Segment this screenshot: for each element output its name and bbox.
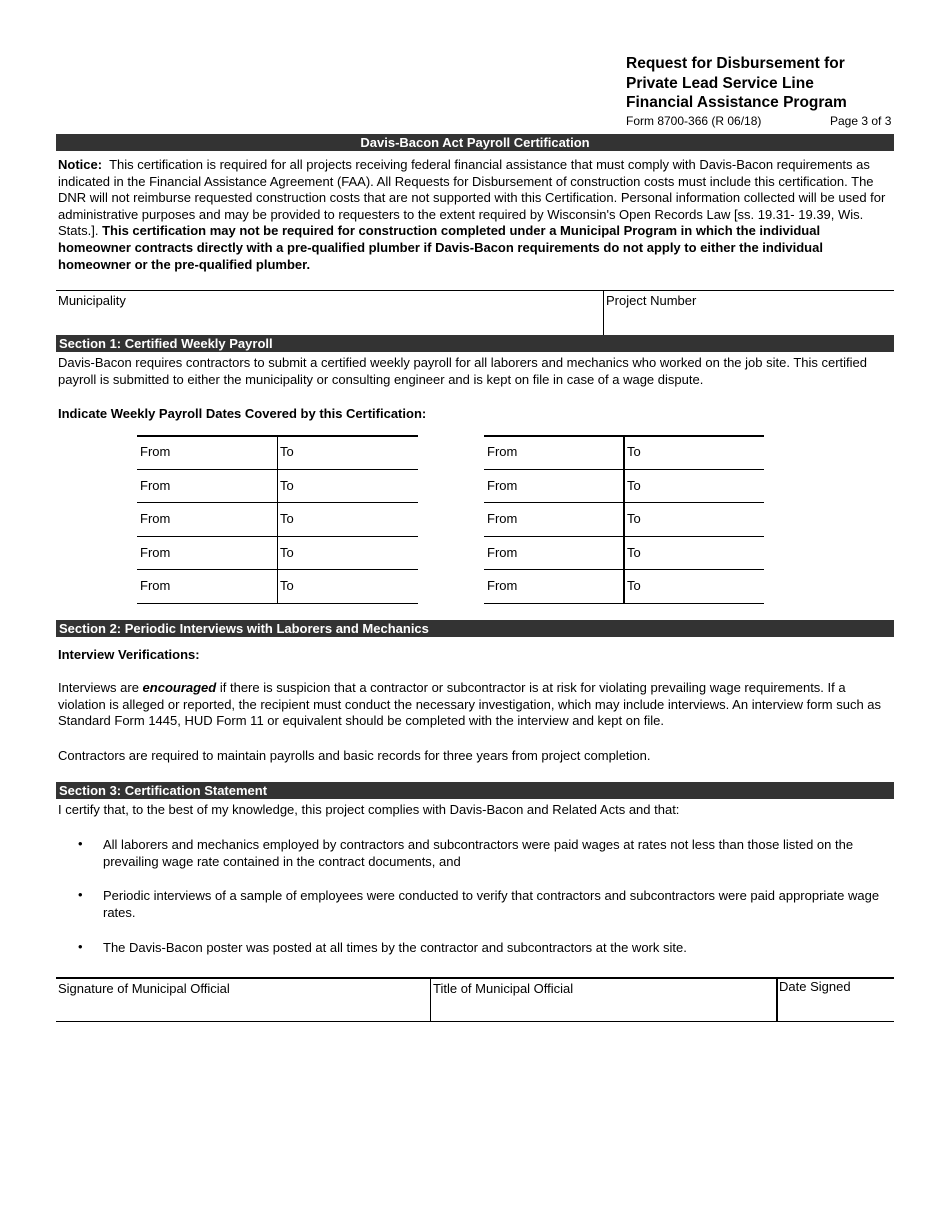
to-date-field[interactable]: To: [627, 478, 641, 493]
certification-intro: I certify that, to the best of my knowledge, this project complies with Davis-Bacon and Related Acts and that:: [58, 802, 680, 817]
official-title-field[interactable]: Title of Municipal Official: [433, 981, 574, 996]
divider: [603, 290, 604, 335]
to-date-field[interactable]: To: [280, 511, 294, 526]
from-date-field[interactable]: From: [487, 444, 518, 459]
section1-text: Davis-Bacon requires contractors to submit a certified weekly payroll for all laborers and mechanics who worked on the job site. This certified payroll is submitted to either the municipality or consulting engineer and is kept on file in case of a wage dispute.: [58, 355, 868, 387]
interview-verifications-heading: Interview Verifications:: [58, 647, 200, 662]
interview-paragraph: [58, 680, 892, 730]
form-title: [626, 54, 926, 113]
from-date-field[interactable]: From: [487, 545, 518, 560]
page-number: Page 3 of 3: [830, 114, 892, 128]
interview-emphasis: encouraged: [142, 680, 217, 695]
date-signed-field[interactable]: Date Signed: [779, 979, 851, 994]
records-retention-text: Contractors are required to maintain payrolls and basic records for three years from project completion.: [58, 748, 651, 763]
divider: [776, 977, 778, 1022]
from-date-field[interactable]: From: [140, 511, 171, 526]
to-date-field[interactable]: To: [280, 545, 294, 560]
section1-title: Section 1: Certified Weekly Payroll: [56, 335, 894, 352]
form-title-line-2: Private Lead Service Line: [626, 74, 814, 92]
payroll-dates-heading: Indicate Weekly Payroll Dates Covered by this Certification:: [58, 406, 427, 421]
from-date-field[interactable]: From: [487, 511, 518, 526]
notice-bold-text: This certification may not be required for construction completed under a Municipal Program in which the individual homeowner contracts directly with a pre-qualified plumber if Davis-Bacon requirements do not apply to either the individual homeowner or the pre-qualified plumber.: [58, 223, 823, 272]
from-date-field[interactable]: From: [140, 444, 171, 459]
certification-bullet: The Davis-Bacon poster was posted at all times by the contractor and subcontractors at the work site.: [103, 940, 687, 955]
certification-bullet: All laborers and mechanics employed by contractors and subcontractors were paid wages at rates not less than those listed on the prevailing wage rate contained in the contract documents, and: [103, 837, 854, 869]
signature-field[interactable]: Signature of Municipal Official: [58, 981, 230, 996]
bullet-marker: •: [78, 939, 83, 954]
to-date-field[interactable]: To: [627, 511, 641, 526]
to-date-field[interactable]: To: [627, 545, 641, 560]
bullet-marker: •: [78, 836, 83, 851]
notice-text: This certification is required for all projects receiving federal financial assistance that must comply with Davis-Bacon requirements as indicated in the Financial Assistance Agreement (FAA). All Requests for Disbursement of construction costs must include this certification. The DNR will not reimburse requested construction costs that are not supported with this Certification. Personal information collected will be used for administrative purposes and may be provided to requesters to the extent required by Wisconsin's Open Records Law [ss. 19.31- 19.39, Wis. Stats.].: [58, 157, 886, 239]
municipality-field[interactable]: Municipality: [58, 293, 126, 308]
interview-text-rest: if there is suspicion that a contractor or subcontractor is at risk for violating prevailing wage requirements. If a violation is alleged or reported, the recipient must conduct the necessary investigation, which may include interviews. An interview form such as Standard Form 1445, HUD Form 11 or equivalent should be completed with the interview and kept on file.: [58, 680, 882, 729]
from-date-field[interactable]: From: [487, 478, 518, 493]
to-date-field[interactable]: To: [280, 578, 294, 593]
from-date-field[interactable]: From: [140, 578, 171, 593]
project-number-field[interactable]: Project Number: [606, 293, 697, 308]
divider: [56, 977, 894, 979]
to-date-field[interactable]: To: [627, 444, 641, 459]
interview-text-start: Interviews are: [58, 680, 139, 695]
to-date-field[interactable]: To: [627, 578, 641, 593]
to-date-field[interactable]: To: [280, 478, 294, 493]
from-date-field[interactable]: From: [140, 478, 171, 493]
notice-label: Notice:: [58, 157, 103, 172]
bullet-marker: •: [78, 887, 83, 902]
from-date-field[interactable]: From: [140, 545, 171, 560]
section3-title: Section 3: Certification Statement: [56, 782, 894, 799]
divider: [430, 977, 431, 1022]
form-title-line-3: Financial Assistance Program: [626, 94, 847, 111]
from-date-field[interactable]: From: [487, 578, 518, 593]
section2-title: Section 2: Periodic Interviews with Laborers and Mechanics: [56, 620, 894, 637]
certification-bullet: Periodic interviews of a sample of employees were conducted to verify that contractors and subcontractors were paid appropriate wage rates.: [103, 888, 880, 920]
form-id: Form 8700-366 (R 06/18): [626, 114, 762, 128]
divider: [56, 290, 894, 291]
to-date-field[interactable]: To: [280, 444, 294, 459]
form-title-line-1: Request for Disbursement for: [626, 55, 845, 72]
banner-title: Davis-Bacon Act Payroll Certification: [56, 134, 894, 151]
notice-paragraph: [58, 157, 892, 273]
divider: [56, 1021, 894, 1022]
